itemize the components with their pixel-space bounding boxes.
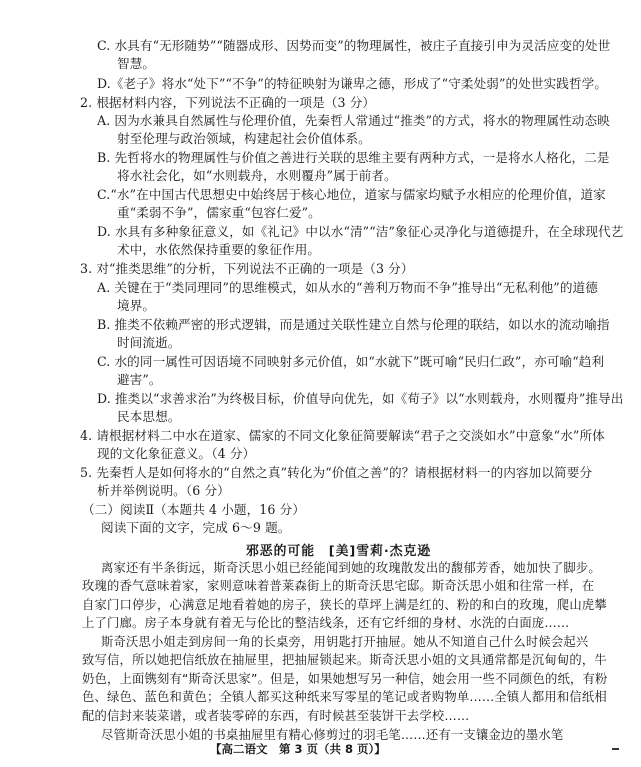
text-line: 射至伦理与政治领域，构建起社会价值体系。 [117, 131, 371, 146]
story-line: 色、绿色、蓝色和黄色；全镇人都买这种纸来写零星的笔记或者购物单……全镇人都用和信纸相 [82, 690, 607, 704]
page-footer: 【高二语文 第 3 页（共 8 页）】 [210, 742, 386, 756]
text-line: 5. 先秦哲人是如何将水的“自然之真”转化为“价值之善”的？请根据材料一的内容加以简要分 [80, 465, 593, 480]
text-line: D. 推类以“求善求治”为终极目标，价值导向优先，如《荀子》以“水则载舟，水则覆舟”推导出 [97, 391, 624, 406]
text-line: 民本思想。 [117, 409, 181, 424]
text-line: 析并举例说明。（6 分） [97, 483, 230, 498]
story-title: 邪恶的可能 [美]雪莉·杰克逊 [246, 544, 432, 559]
story-line: 致写信，所以她把信纸放在抽屉里，把抽屉锁起来。斯奇沃思小姐的文具通常都是沉甸甸的，牛 [82, 653, 607, 667]
text-line: 2. 根据材料内容，下列说法不正确的一项是（3 分） [80, 95, 376, 110]
text-line: B. 先哲将水的物理属性与价值之善进行关联的思维主要有两种方式，一是将水人格化，二是 [97, 150, 610, 165]
text-line: 4. 请根据材料二中水在道家、儒家的不同文化象征简要解读“君子之交淡如水”中意象“水”所体 [80, 428, 605, 443]
text-line: 时间流逝。 [117, 335, 181, 350]
story-line: 上了门廊。房子本身就有着无与伦比的整洁线条，还有它纤细的身材、水洗的白面庞…… [82, 616, 570, 630]
text-line: 3. 对“推类思维”的分析，下列说法不正确的一项是（3 分） [80, 261, 414, 276]
text-line: 将水社会化，如“水则载舟，水则覆舟”属于前者。 [117, 168, 397, 183]
text-line: B. 推类不依赖严密的形式逻辑，而是通过关联性建立自然与伦理的联结，如以水的流动喻指 [97, 317, 610, 332]
story-line: 离家还有半条街远，斯奇沃思小姐已经能闻到她的玫瑰散发出的馥郁芳香，她加快了脚步。 [101, 561, 601, 575]
story-line: 尽管斯奇沃思小姐的书桌抽屉里有精心修剪过的羽毛笔……还有一支镶金边的墨水笔 [101, 728, 564, 742]
text-line: 境界。 [117, 298, 156, 313]
text-line: 重“柔弱不争”，儒家重“包容仁爱”。 [117, 205, 321, 220]
text-line: C. 水的同一属性可因语境不同映射多元价值，如“水就下”既可喻“民归仁政”，亦可喻“趋利 [97, 354, 605, 369]
text-line: 智慧。 [117, 56, 156, 71]
text-line: C.“水”在中国古代思想史中始终居于核心地位，道家与儒家均赋予水相应的伦理价值，道家 [97, 187, 606, 202]
text-line: （二）阅读Ⅱ（本题共 4 小题，16 分） [82, 502, 306, 517]
text-line: C. 水具有“无形随势”“随器成形、因势而变”的物理属性，被庄子直接引申为灵活应变的处世 [97, 38, 611, 53]
text-line: D.《老子》将水“处下”“不争”的特征映射为谦卑之德，形成了“守柔处弱”的处世实践哲学。 [97, 76, 608, 91]
story-line: 玫瑰的香气意味着家，家则意味着普莱森街上的斯奇沃思宅邸。斯奇沃思小姐和往常一样，在 [82, 579, 595, 593]
story-line: 自家门口停步，心满意足地看着她的房子，狭长的草坪上满是红的、粉的和白的玫瑰，爬山虎攀 [82, 598, 607, 612]
text-line: 术中，水依然保持重要的象征作用。 [117, 242, 321, 257]
text-line: 阅读下面的文字，完成 6～9 题。 [101, 520, 291, 535]
text-line: A. 关键在于“类同理同”的思维模式，如从水的“善利万物而不争”推导出“无私利他”的道德 [97, 280, 598, 295]
story-line: 配的信封来装菜谱，或者装零碎的东西，有时候甚至装饼干去学校…… [82, 709, 470, 723]
text-line: 现的文化象征意义。（4 分） [97, 446, 256, 461]
story-line: 斯奇沃思小姐走到房间一角的长桌旁，用钥匙打开抽屉。她从不知道自己什么时候会起兴 [101, 635, 589, 649]
story-line: 奶色，上面镌刻有“斯奇沃思家”。但是，如果她想写另一种信，她会用一些不同颜色的纸，有粉 [82, 672, 608, 686]
footer-dash [612, 748, 619, 750]
text-line: D. 水具有多种象征意义，如《礼记》中以水“清”“洁”象征心灵净化与道德提升，在全球现代艺 [97, 224, 624, 239]
text-line: A. 因为水兼具自然属性与伦理价值，先秦哲人常通过“推类”的方式，将水的物理属性动态映 [97, 113, 610, 128]
text-line: 避害”。 [117, 372, 162, 387]
